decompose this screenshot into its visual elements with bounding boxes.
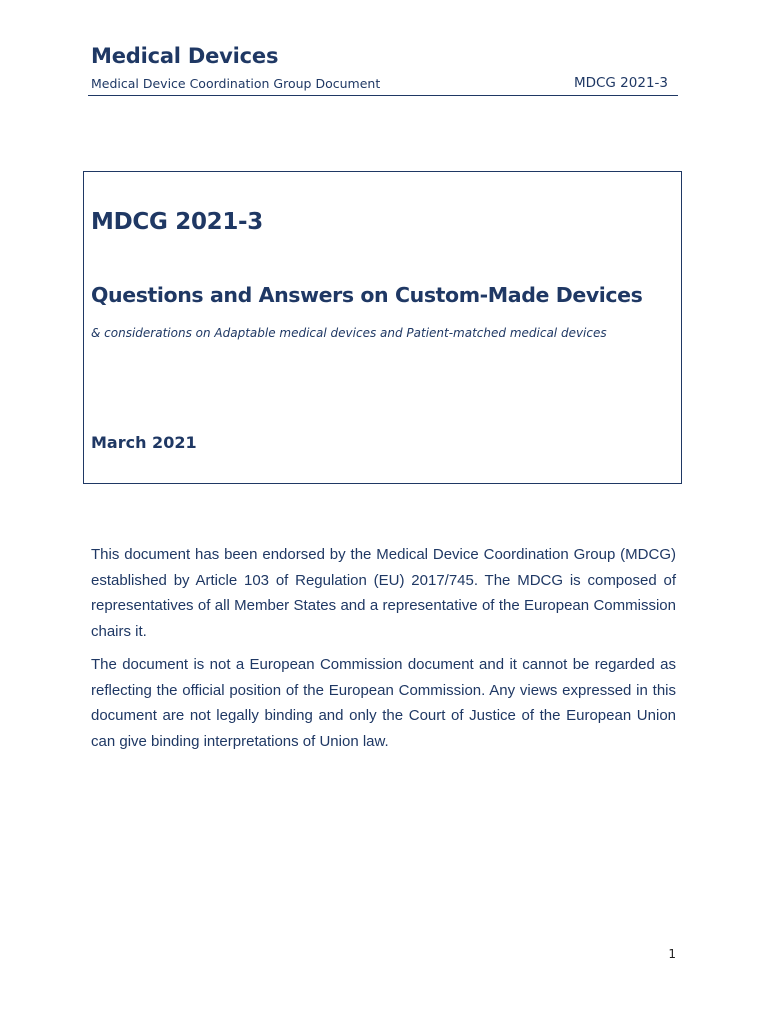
body-paragraph-disclaimer: The document is not a European Commission document and it cannot be regarded as reflecting the official position of the European Commission. Any views expressed in this document are not legally binding and only the Court of Justice of the European Union can give binding interpretations of Union law. bbox=[91, 656, 676, 750]
page-number: 1 bbox=[668, 947, 676, 961]
header-document-code: MDCG 2021-3 bbox=[573, 75, 668, 91]
header-title: Medical Devices bbox=[91, 44, 279, 68]
header-subtitle: Medical Device Coordination Group Document bbox=[91, 76, 381, 91]
cover-document-code: MDCG 2021-3 bbox=[91, 209, 264, 235]
endorsement-text bbox=[91, 542, 676, 762]
cover-subtitle: & considerations on Adaptable medical devices and Patient-matched medical devices bbox=[91, 326, 607, 340]
cover-date: March 2021 bbox=[91, 433, 197, 452]
header-divider bbox=[88, 95, 678, 96]
cover-title: Questions and Answers on Custom-Made Devices bbox=[91, 283, 643, 307]
body-paragraph-endorsement: This document has been endorsed by the Medical Device Coordination Group (MDCG) established by Article 103 of Regulation (EU) 2017/745. The MDCG is composed of representatives of all Member States and a representative of the European Commission chairs it. bbox=[91, 546, 676, 640]
